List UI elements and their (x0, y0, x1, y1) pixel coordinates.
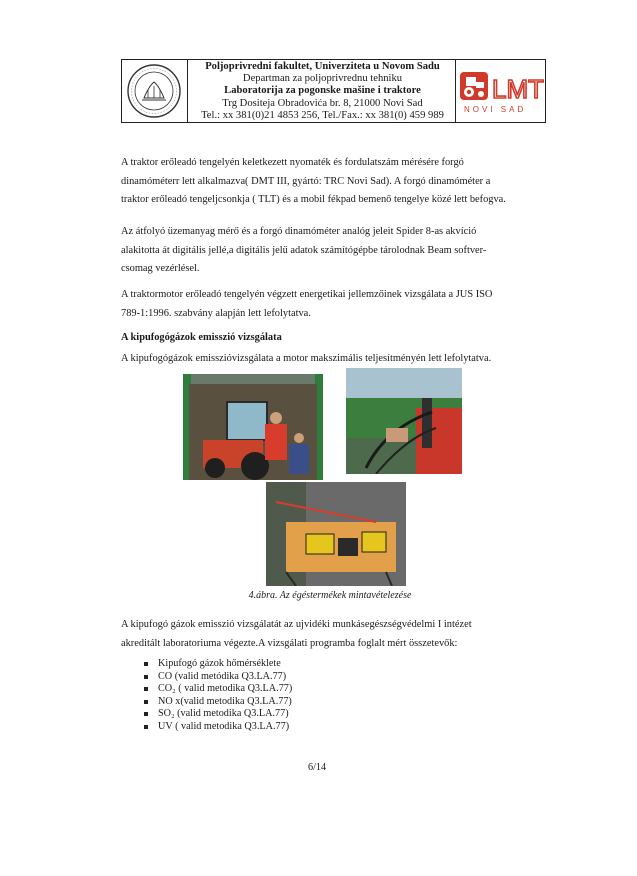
list-item: Kipufogó gázok hőmérséklete (144, 658, 292, 671)
university-seal (122, 60, 188, 122)
paragraph-4 (121, 350, 541, 369)
text-line: A kipufogógázok emisszióvizsgálata a motor makszimális teljesítményén lett lefolytatva. (121, 353, 492, 364)
photo-tractor-garage (183, 374, 323, 480)
letterhead-text (188, 60, 457, 123)
phone-fax: Tel.: xx 381(0)21 4853 256, Tel./Fax.: xx 381(0) 459 989 (201, 109, 444, 121)
page-number: 6/14 (308, 762, 327, 773)
list-item: CO (valid metódika Q3.LA.77) (144, 671, 292, 684)
list-item: SO₂ (valid metodika Q3.LA.77) (144, 708, 292, 721)
list-item: UV ( valid metodika Q3.LA.77) (144, 721, 292, 734)
paragraph-2 (121, 223, 541, 279)
address: Trg Dositeja Obradovića br. 8, 21000 Novi Sad (222, 97, 423, 109)
text-line: traktor erőleadó tengeljcsonkja ( TLT) és a mobil fékpad bemenő tengelye közé lett befogva. (121, 194, 506, 205)
text-line: 789-1:1996. szabvány alapján lett lefolytatva. (121, 307, 311, 319)
photo-exhaust-probe (346, 368, 462, 474)
text-line: A traktor erőleadó tengelyén keletkezett nyomaték és fordulatszám mérésére forgó (121, 157, 464, 168)
text-line: csomag vezérlésel. (121, 263, 200, 274)
figure-caption: 4.ábra. Az égéstermékek mintavételezése (248, 590, 412, 601)
text-line: A traktormotor erőleadó tengelyén végzett energetikai jellemzőinek vizsgálata a JUS ISO (121, 289, 493, 300)
text-line: A kipufogó gázok emisszió vizsgálatát az ujvidéki munkásegészségvédelmi I intézet (121, 619, 472, 630)
logo-subtext: NOVI SAD (464, 105, 527, 114)
paragraph-3 (121, 286, 541, 323)
letterhead (121, 59, 546, 123)
laboratory-name: Laboratorija za pogonske mašine i traktore (224, 85, 421, 97)
paragraph-1 (121, 154, 541, 210)
logo-text: LMT (492, 74, 544, 104)
measured-components-list (144, 658, 292, 733)
department-name: Departman za poljoprivrednu tehniku (242, 73, 403, 85)
lmt-logo (455, 60, 545, 122)
section-heading: A kipufogógázok emisszió vizsgálata (121, 332, 282, 343)
text-line: Az átfolyó üzemanyag mérő és a forgó dinamóméter analóg jeleit Spider 8-as akvíció (121, 226, 477, 237)
faculty-name: Poljoprivredni fakultet, Univerziteta u Novom Sadu (205, 61, 440, 72)
text-line: dinamóméterr lett alkalmazva( DMT III, gyártó: TRC Novi Sad). A forgó dinamóméter a (121, 175, 491, 187)
photo-gas-analyzers (266, 482, 406, 586)
text-line: akreditált laboratoriuma végezte.A vizsgálati programba foglalt mért összetevők: (121, 637, 458, 649)
list-item: CO₂ ( valid metodika Q3.LA.77) (144, 683, 292, 696)
paragraph-5 (121, 616, 541, 653)
list-item: NO x(valid metodika Q3.LA.77) (144, 696, 292, 709)
text-line: alakitotta át digitális jellé,a digitális jelű adatok számítógépbe tárolodnak Beam softver- (121, 244, 487, 256)
